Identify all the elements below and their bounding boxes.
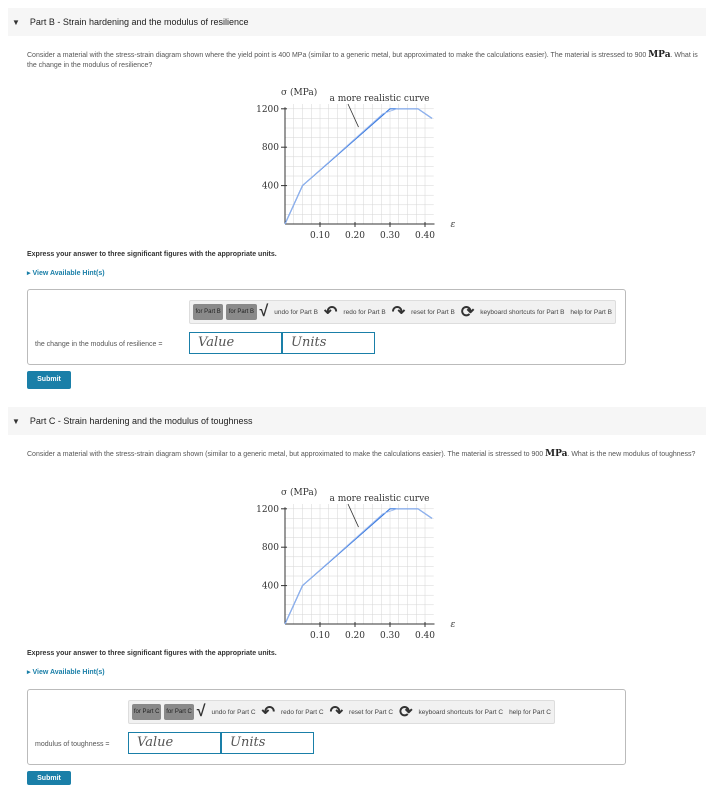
x-tick-label: 0.30 (379, 631, 401, 641)
part-b-submit-button[interactable]: Submit (27, 371, 71, 389)
x-tick-label: 0.10 (309, 231, 331, 241)
part-c-submit-button[interactable]: Submit (27, 771, 71, 785)
y-tick-label: 400 (261, 181, 279, 192)
y-tick-label: 1200 (256, 104, 279, 115)
template-button[interactable]: for Part B (193, 304, 223, 320)
annotation-label: a more realistic curve (329, 494, 430, 505)
keyboard-shortcuts-button[interactable]: keyboard shortcuts for Part C (418, 708, 504, 716)
symbols-button[interactable]: for Part B (226, 304, 256, 320)
part-c-prompt: Consider a material with the stress-strain diagram shown (similar to a generic metal, but approximated to make the calculations easier). The material is stressed to 900 MPa. What is the new modulus of toughness? (27, 449, 696, 459)
sqrt-icon[interactable]: √ (196, 703, 206, 720)
y-axis-label: σ (MPa) (281, 88, 318, 99)
part-c-title: Part C - Strain hardening and the modulus of toughness (29, 416, 253, 426)
x-tick-label: 0.20 (344, 631, 366, 641)
part-c-answer-box (27, 689, 626, 765)
part-b-value-input[interactable]: Value (189, 332, 282, 354)
redo-button[interactable]: redo for Part C (280, 708, 324, 716)
part-c-hint-link[interactable]: ▸ View Available Hint(s) (27, 669, 105, 676)
part-b-hint-link[interactable]: ▸ View Available Hint(s) (27, 270, 105, 277)
part-b-express-instruction: Express your answer to three significant figures with the appropriate units. (27, 251, 277, 258)
undo-button[interactable]: undo for Part C (211, 708, 256, 716)
undo-icon[interactable]: ↶ (261, 704, 275, 721)
x-tick-label: 0.30 (379, 231, 401, 241)
redo-icon[interactable]: ↷ (391, 304, 406, 321)
x-tick-label: 0.40 (414, 631, 436, 641)
y-axis-label: σ (MPa) (281, 488, 318, 499)
part-c-math-toolbar (128, 700, 555, 724)
part-b-prompt: Consider a material with the stress-strain diagram shown where the yield point is 400 MPa (similar to a generic metal, but approximated to make the calculations easier). The material is stressed to 900 MPa. What is the change in the modulus of resilience? (27, 50, 698, 69)
x-axis-label: ε (450, 220, 456, 230)
template-button[interactable]: for Part C (132, 704, 161, 720)
part-c-field-label: modulus of toughness = (35, 741, 110, 748)
keyboard-shortcuts-button[interactable]: keyboard shortcuts for Part B (480, 308, 565, 316)
x-axis-label: ε (450, 620, 456, 630)
help-button[interactable]: help for Part C (509, 708, 551, 716)
y-tick-label: 800 (261, 143, 279, 154)
part-b-title: Part B - Strain hardening and the modulus of resilience (29, 17, 249, 27)
reset-button[interactable]: reset for Part B (411, 308, 455, 316)
x-tick-label: 0.20 (344, 231, 366, 241)
y-tick-label: 1200 (256, 504, 279, 515)
annotation-pointer (348, 504, 359, 527)
part-c-value-input[interactable]: Value (128, 732, 221, 754)
reset-icon[interactable]: ⟳ (460, 304, 475, 321)
x-tick-label: 0.40 (414, 231, 436, 241)
part-b-units-input[interactable]: Units (282, 332, 375, 354)
collapse-triangle-icon[interactable]: ▼ (12, 416, 20, 426)
y-tick-label: 800 (261, 543, 279, 554)
part-b-field-label: the change in the modulus of resilience = (35, 341, 163, 348)
part-c-express-instruction: Express your answer to three significant figures with the appropriate units. (27, 650, 277, 657)
x-tick-label: 0.10 (309, 631, 331, 641)
reset-button[interactable]: reset for Part C (349, 708, 394, 716)
annotation-label: a more realistic curve (329, 94, 430, 105)
redo-icon[interactable]: ↷ (329, 704, 344, 721)
reset-icon[interactable]: ⟳ (399, 704, 413, 721)
sqrt-icon[interactable]: √ (259, 303, 269, 320)
y-tick-label: 400 (261, 581, 279, 592)
part-c-units-input[interactable]: Units (221, 732, 314, 754)
help-button[interactable]: help for Part B (570, 308, 612, 316)
redo-button[interactable]: redo for Part B (343, 308, 386, 316)
undo-button[interactable]: undo for Part B (274, 308, 319, 316)
symbols-button[interactable]: for Part C (164, 704, 193, 720)
undo-icon[interactable]: ↶ (324, 304, 338, 321)
collapse-triangle-icon[interactable]: ▼ (12, 17, 20, 27)
